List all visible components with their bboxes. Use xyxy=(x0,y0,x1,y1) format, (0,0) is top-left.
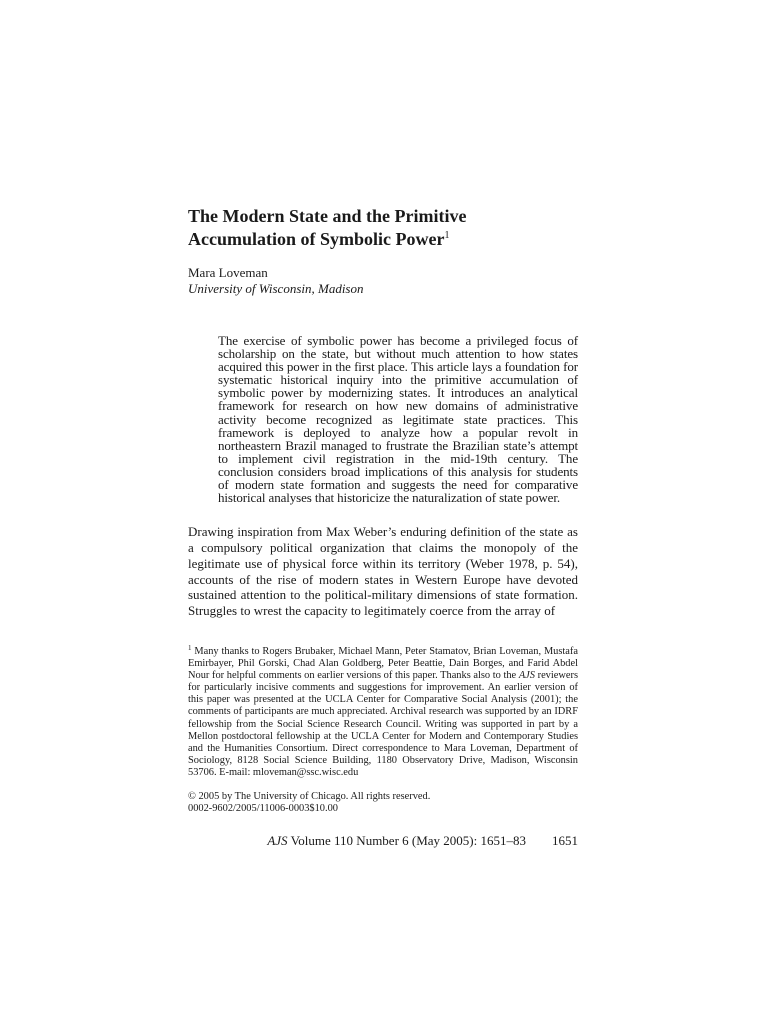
copyright-block xyxy=(188,791,578,815)
footnote xyxy=(188,646,578,779)
title-footnote-marker: 1 xyxy=(444,230,450,241)
title-line-1: The Modern State and the Primitive xyxy=(188,206,467,226)
article-title xyxy=(188,205,578,251)
issn-line: 0002-9602/2005/11006-0003$10.00 xyxy=(188,803,338,815)
running-footer xyxy=(188,833,578,849)
footnote-text-part-2: reviewers for particularly incisive comments and suggestions for improvement. An earlier version of this paper was presented at the UCLA Center for Comparative Social Analysis (2001); the comments of participants are much appreciated. Archival research was supported by an IDRF fellowship from the Social Science Research Council. Writing was supported in part by a Mellon postdoctoral fellowship at the UCLA Center for Modern and Contemporary Studies and the Humanities Consortium. Direct correspondence to Mara Loveman, Department of Sociology, 8128 Social Science Building, 1180 Observatory Drive, Madison, Wisconsin 53706. E-mail: mloveman@ssc.wisc.edu xyxy=(188,670,578,778)
footnote-text-part-1: Many thanks to Rogers Brubaker, Michael Mann, Peter Stamatov, Brian Loveman, Mustafa Emirbayer, Phil Gorski, Chad Alan Goldberg, Peter Beattie, Dain Borges, and Farid Abdel Nour for helpful comments on earlier versions of this paper. Thanks also to the xyxy=(188,646,578,682)
title-line-2: Accumulation of Symbolic Power xyxy=(188,229,445,249)
author-name: Mara Loveman xyxy=(188,265,268,280)
copyright-line: © 2005 by The University of Chicago. All rights reserved. xyxy=(188,791,431,803)
body-paragraph: Drawing inspiration from Max Weber’s enduring definition of the state as a compulsory political organization that claims the monopoly of the legitimate use of physical force within its territory (Weber 1978, p. 54), accounts of the rise of modern states in Western Europe have devoted sustained attention to the political-military dimensions of state formation. Struggles to wrest the capacity to legitimately coerce from the array of xyxy=(188,524,578,619)
abstract-paragraph: The exercise of symbolic power has become a privileged focus of scholarship on the state, but without much attention to how states acquired this power in the first place. This article lays a foundation for systematic historical inquiry into the primitive accumulation of symbolic power by modernizing states. It introduces an analytical framework for research on how new domains of administrative activity become recognized as legitimate state practices. This framework is deployed to analyze how a popular revolt in northeastern Brazil managed to frustrate the Brazilian state’s attempt to implement civil registration in the mid-19th century. The conclusion considers broad implications of this analysis for students of modern state formation and suggests the need for comparative historical analyses that historicize the naturalization of state power. xyxy=(218,333,578,506)
footnote-marker: 1 xyxy=(188,644,192,652)
footnote-journal-abbrev: AJS xyxy=(518,670,535,682)
page-number: 1651 xyxy=(552,833,578,849)
journal-abbrev: AJS xyxy=(267,833,288,849)
journal-citation xyxy=(267,833,526,849)
volume-issue: Volume 110 Number 6 (May 2005): 1651–83 xyxy=(287,833,526,849)
author-affiliation: University of Wisconsin, Madison xyxy=(188,281,364,296)
article-page xyxy=(188,205,578,849)
